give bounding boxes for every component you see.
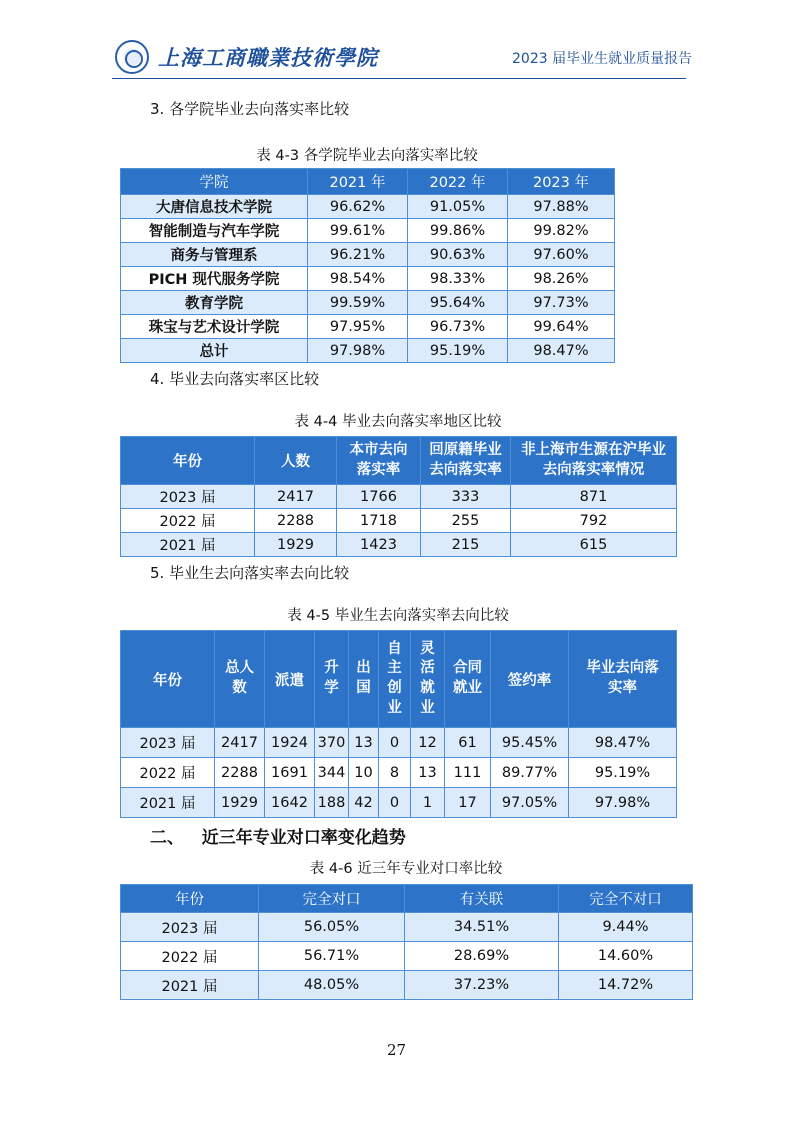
column-header: 出国 [349,631,379,728]
table-row [121,485,677,509]
column-header: 升学 [315,631,349,728]
table-cell: 111 [445,758,491,788]
table-cell: 1 [411,788,445,818]
report-title: 2023 届毕业生就业质量报告 [512,51,693,67]
table-cell: 1929 [255,533,337,557]
table-caption-4-5: 表 4-5 毕业生去向落实率去向比较 [287,608,509,624]
column-header: 有关联 [405,885,559,913]
page-header [0,0,793,80]
table-cell: 90.63% [408,243,508,267]
table-cell: 97.60% [508,243,615,267]
table-caption-4-6: 表 4-6 近三年专业对口率比较 [309,861,503,877]
row-label: 总计 [121,339,308,363]
column-header: 本市去向落实率 [337,437,421,485]
table-caption-4-3: 表 4-3 各学院毕业去向落实率比较 [256,148,478,164]
table-row [121,243,615,267]
table-cell: 2417 [255,485,337,509]
table-cell: 188 [315,788,349,818]
column-header: 签约率 [491,631,569,728]
table-row [121,728,677,758]
row-label: 商务与管理系 [121,243,308,267]
table-cell: 13 [411,758,445,788]
table-cell: 97.05% [491,788,569,818]
row-label: 2023 届 [121,913,259,942]
table-row [121,315,615,339]
table-cell: 98.54% [308,267,408,291]
row-label: 2022 届 [121,509,255,533]
table-header-row [121,885,693,913]
table-cell: 8 [379,758,411,788]
column-header: 总人数 [215,631,265,728]
table-cell: 10 [349,758,379,788]
table-cell: 9.44% [559,913,693,942]
table-cell: 215 [421,533,511,557]
table-row [121,758,677,788]
table-cell: 792 [511,509,677,533]
table-cell: 96.73% [408,315,508,339]
column-header: 灵活就业 [411,631,445,728]
table-cell: 0 [379,788,411,818]
chapter-heading: 二、 近三年专业对口率变化趋势 [150,828,406,848]
table-cell: 95.19% [408,339,508,363]
row-label: PICH 现代服务学院 [121,267,308,291]
table-cell: 98.33% [408,267,508,291]
table-cell: 2288 [255,509,337,533]
column-header: 2022 年 [408,169,508,195]
table-cell: 97.95% [308,315,408,339]
table-cell: 14.72% [559,971,693,1000]
section-heading-5: 5. 毕业生去向落实率去向比较 [150,564,350,582]
table-cell: 1691 [265,758,315,788]
table-major-match [120,884,693,1000]
table-cell: 89.77% [491,758,569,788]
column-header: 2023 年 [508,169,615,195]
table-cell: 37.23% [405,971,559,1000]
table-cell: 48.05% [259,971,405,1000]
column-header: 年份 [121,631,215,728]
table-cell: 95.45% [491,728,569,758]
table-row [121,219,615,243]
table-row [121,339,615,363]
table-cell: 1929 [215,788,265,818]
table-cell: 97.73% [508,291,615,315]
table-cell: 56.71% [259,942,405,971]
row-label: 2021 届 [121,533,255,557]
table-cell: 370 [315,728,349,758]
table-cell: 344 [315,758,349,788]
section-heading-4: 4. 毕业去向落实率区比较 [150,370,320,388]
column-header: 2021 年 [308,169,408,195]
table-cell: 0 [379,728,411,758]
table-row [121,267,615,291]
school-name: 上海工商職業技術學院 [158,45,378,70]
table-cell: 61 [445,728,491,758]
row-label: 2023 届 [121,485,255,509]
table-cell: 99.64% [508,315,615,339]
table-cell: 871 [511,485,677,509]
column-header: 毕业去向落实率 [569,631,677,728]
table-cell: 34.51% [405,913,559,942]
column-header: 回原籍毕业去向落实率 [421,437,511,485]
column-header: 派遣 [265,631,315,728]
table-row [121,971,693,1000]
table-cell: 255 [421,509,511,533]
table-cell: 28.69% [405,942,559,971]
row-label: 珠宝与艺术设计学院 [121,315,308,339]
table-cell: 99.59% [308,291,408,315]
table-destination-rates [120,630,677,818]
table-cell: 1924 [265,728,315,758]
table-cell: 96.62% [308,195,408,219]
row-label: 2023 届 [121,728,215,758]
table-cell: 98.47% [569,728,677,758]
table-cell: 97.88% [508,195,615,219]
table-cell: 333 [421,485,511,509]
table-row [121,788,677,818]
column-header: 完全不对口 [559,885,693,913]
row-label: 教育学院 [121,291,308,315]
column-header: 学院 [121,169,308,195]
table-region-rates [120,436,677,557]
table-caption-4-4: 表 4-4 毕业去向落实率地区比较 [294,414,502,430]
table-cell: 99.86% [408,219,508,243]
row-label: 2021 届 [121,971,259,1000]
row-label: 2021 届 [121,788,215,818]
column-header: 非上海市生源在沪毕业去向落实率情况 [511,437,677,485]
table-cell: 12 [411,728,445,758]
table-cell: 1642 [265,788,315,818]
table-header-row [121,631,677,728]
table-cell: 1766 [337,485,421,509]
table-cell: 96.21% [308,243,408,267]
table-cell: 615 [511,533,677,557]
table-cell: 13 [349,728,379,758]
table-cell: 99.82% [508,219,615,243]
table-row [121,533,677,557]
table-row [121,913,693,942]
column-header: 合同就业 [445,631,491,728]
table-cell: 2417 [215,728,265,758]
column-header: 年份 [121,885,259,913]
table-cell: 42 [349,788,379,818]
column-header: 完全对口 [259,885,405,913]
table-cell: 97.98% [569,788,677,818]
table-cell: 95.64% [408,291,508,315]
table-cell: 98.26% [508,267,615,291]
column-header: 自主创业 [379,631,411,728]
table-header-row [121,169,615,195]
table-cell: 91.05% [408,195,508,219]
table-cell: 1423 [337,533,421,557]
table-cell: 99.61% [308,219,408,243]
table-cell: 1718 [337,509,421,533]
column-header: 年份 [121,437,255,485]
table-cell: 97.98% [308,339,408,363]
table-cell: 2288 [215,758,265,788]
section-heading-3: 3. 各学院毕业去向落实率比较 [150,100,350,118]
table-row [121,195,615,219]
header-divider [112,78,686,79]
table-cell: 56.05% [259,913,405,942]
row-label: 智能制造与汽车学院 [121,219,308,243]
column-header: 人数 [255,437,337,485]
table-cell: 98.47% [508,339,615,363]
table-header-row [121,437,677,485]
table-row [121,509,677,533]
table-cell: 95.19% [569,758,677,788]
page-number: 27 [386,1041,407,1059]
table-cell: 14.60% [559,942,693,971]
row-label: 2022 届 [121,942,259,971]
school-logo-icon [115,40,149,74]
table-college-rates [120,168,615,363]
row-label: 大唐信息技术学院 [121,195,308,219]
table-cell: 17 [445,788,491,818]
table-row [121,942,693,971]
row-label: 2022 届 [121,758,215,788]
table-row [121,291,615,315]
